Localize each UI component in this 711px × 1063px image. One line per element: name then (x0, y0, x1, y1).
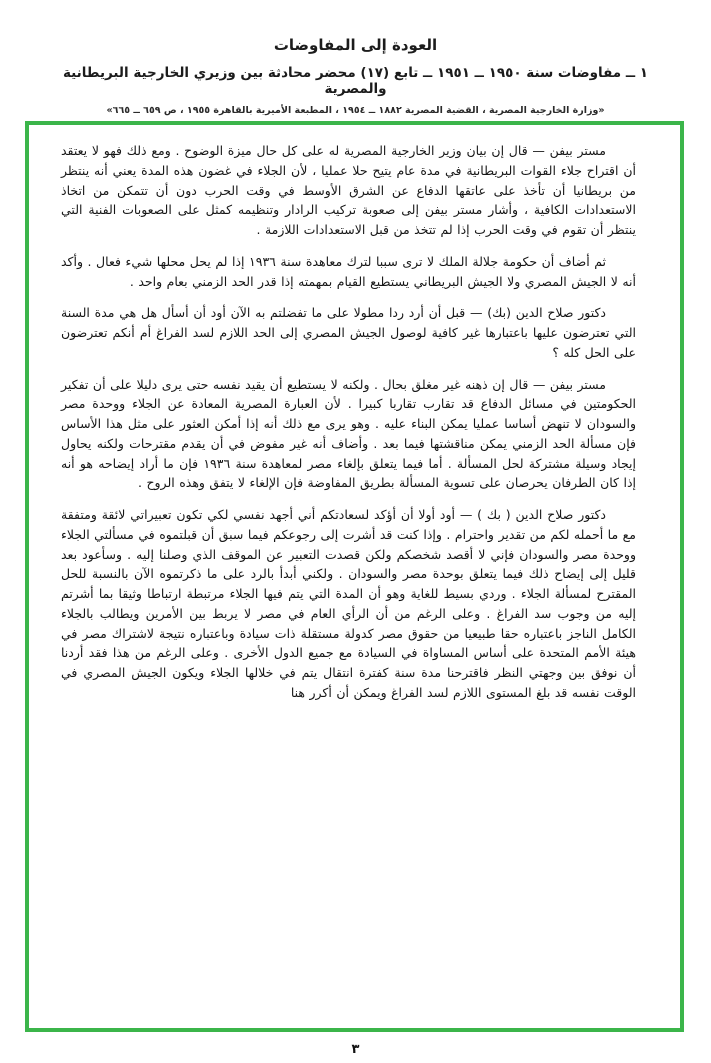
paragraph-salaheldin-reply: دكتور صلاح الدين ( بك ) — أود أولا أن أؤكد لسعادتكم أني أجهد نفسي لكي تكون تعبيراتي لائقة ومتفقة مع ما أحمله لكم من تقدير واحترام . وإذا كنت قد أشرت إلى رجوعكم فيما سبق أن قبلتموه في مسألتي الجلاء ووحدة مصر والسودان فإني لا أقصد شخصكم ولكن قصدت التعبير عن الموقف الذي وصلنا إليه . وسأعود بعد قليل إلى إيضاح ذلك فيما يتعلق بوحدة مصر والسودان . ولكني أبدأ بالرد على ما ذكرتموه الآن بالنسبة للحل المقترح لمسألة الجلاء . وردي بسيط للغاية وهو أن المدة التي يتم فيها الجلاء مرتبطة ارتباطا وثيقا بما أشرتم إليه من وجوب سد الفراغ . وعلى الرغم من أن الرأي العام في مصر لا يربط بين الأمرين ويطالب بالجلاء الكامل الناجز باعتباره حقا طبيعيا من حقوق مصر كدولة مستقلة ذات سيادة وباعتباره نتيجة لاشتراك مصر في هيئة الأمم المتحدة على أساس المساواة في السيادة مع جميع الدول الأخرى . وعلى الرغم من هذا فقد أردنا أن نوفق بين وجهتي النظر فاقترحنا مدة سنة كفترة انتقال يتم في خلالها الجلاء ويكون الجيش المصري في الوقت نفسه قد بلغ المستوى اللازم لسد الفراغ ويمكن أن أكرر هنا (61, 507, 636, 700)
paragraph-salaheldin-question: دكتور صلاح الدين (بك) — قبل أن أرد ردا مطولا على ما تفضلتم به الآن أود أن أسأل هل هي مدة السنة التي تعترضون عليها باعتبارها غير كافية لوصول الجيش المصري إلى الحد اللازم لسد الفراغ أم أنكم تعترضون على الحل كله ؟ (61, 305, 636, 360)
paragraph-bevin-reply: مستر بيفن — قال إن ذهنه غير مغلق بحال . ولكنه لا يستطيع أن يقيد نفسه حتى يرى دليلا على أن تفكير الحكومتين في مسائل الدفاع قد تقارب تقاربا كبيرا . لأن العبارة المصرية المعادة عن الجلاء ووحدة مصر والسودان لا تنهض أساسا عمليا يمكن البناء عليه . وهو يرى مع ذلك أنه إذا أمكن العثور على مثل هذا الأساس فإن مسألة الحد الزمني يمكن مناقشتها فيما بعد . وأضاف أنه غير مفوض في أن يقدم مقترحات ولكنه يحاول إيجاد وسيلة مشتركة لحل المسألة . أما فيما يتعلق بإلغاء مصر لمعاهدة سنة ١٩٣٦ فإن ما أراد إيضاحه هو أنه إذا كان الطرفان يحرصان على تسوية المسألة بطريق المفاوضة فإن الإلغاء لا يتفق وهذه الروح . (61, 376, 636, 491)
paragraph-bevin-treaty: ثم أضاف أن حكومة جلالة الملك لا ترى سببا لترك معاهدة سنة ١٩٣٦ إذا لم يحل محلها شيء فعال . وأكد أنه لا الجيش المصري ولا الجيش البريطاني يستطيع القيام بمهمته إذا قدر الحد الزمني بعام واحد . (61, 253, 636, 289)
document-heading: ١ ــ مفاوضات سنة ١٩٥٠ ــ ١٩٥١ ــ تابع (١٧) محضر محادثة بين وزيري الخارجية البريطانية والمصرية (62, 65, 649, 97)
paragraph-bevin-opening: مستر بيفن — قال إن بيان وزير الخارجية المصرية له على كل حال ميزة الوضوح . ومع ذلك فهو لا يعتقد أن اقتراح جلاء القوات البريطانية في مدة عام يتيح حلا عمليا ، لأن الجلاء في غضون هذه المدة يعني أنه ينتظر من بريطانيا أن تأخذ على عاتقها الدفاع عن الشرق الأوسط في وقت الحرب دون أن تتمكن من اتخاذ الاستعدادات الكافية ، وأشار مستر بيفن إلى صعوبة تركيب الرادار وتنظيمه كمثل على الصعوبات الفنية التي ينتظر أن تقوم في وقت الحرب إذا لم تتخذ من قبل الاستعدادات اللازمة . (61, 143, 636, 237)
text-frame (25, 121, 684, 1032)
document-header (0, 0, 711, 116)
source-citation: «وزارة الخارجية المصرية ، القضية المصرية ١٨٨٢ ــ ١٩٥٤ ، المطبعة الأميرية بالقاهرة ١٩٥٥ ، ص ٦٥٩ ــ ٦٦٥» (106, 105, 605, 116)
page-number: ٣ (351, 1042, 360, 1057)
page-title: العودة إلى المفاوضات (273, 36, 438, 54)
